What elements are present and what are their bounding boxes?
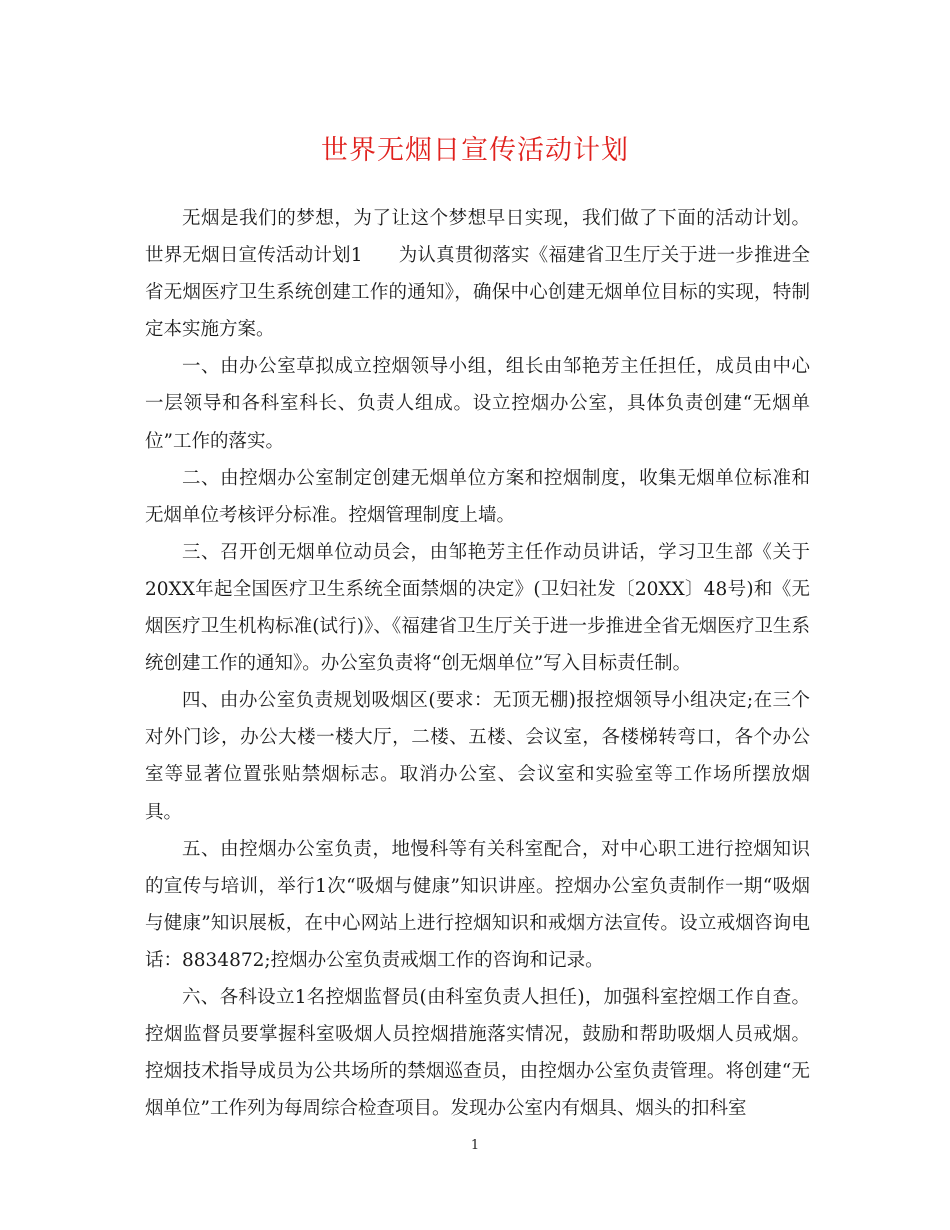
plan-text: 为认真贯彻落实《福建省卫生厅关于进一步推进全省无烟医疗卫生系统创建工作的通知》，确保中心创建无烟单位目标的实现，特制定本实施方案。 — [145, 245, 810, 341]
intro-paragraph — [145, 200, 810, 348]
paragraph-2: 二、由控烟办公室制定创建无烟单位方案和控烟制度，收集无烟单位标准和无烟单位考核评分标准。控烟管理制度上墙。 — [145, 467, 810, 526]
paragraph-4: 四、由办公室负责规划吸烟区(要求：无顶无棚)报控烟领导小组决定;在三个对外门诊，办公大楼一楼大厅，二楼、五楼、会议室，各楼梯转弯口，各个办公室等显著位置张贴禁烟标志。取消办公室、会议室和实验室等工作场所摆放烟具。 — [145, 690, 810, 823]
paragraph-3: 三、召开创无烟单位动员会，由邹艳芳主任作动员讲话，学习卫生部《关于20XX年起全国医疗卫生系统全面禁烟的决定》(卫妇社发〔20XX〕48号)和《无烟医疗卫生机构标准(试行)》、《福建省卫生厅关于进一步推进全省无烟医疗卫生系统创建工作的通知》。办公室负责将“创无烟单位”写入目标责任制。 — [145, 541, 810, 675]
paragraph-1: 一、由办公室草拟成立控烟领导小组，组长由邹艳芳主任担任，成员由中心一层领导和各科室科长、负责人组成。设立控烟办公室，具体负责创建“无烟单位”工作的落实。 — [145, 356, 810, 452]
document-title: 世界无烟日宣传活动计划 — [321, 135, 629, 166]
page-number: 1 — [470, 1138, 480, 1153]
paragraph-6: 六、各科设立1名控烟监督员(由科室负责人担任)，加强科室控烟工作自查。控烟监督员要掌握科室吸烟人员控烟措施落实情况，鼓励和帮助吸烟人员戒烟。控烟技术指导成员为公共场所的禁烟巡查员，由控烟办公室负责管理。将创建“无烟单位”工作列为每周综合检查项目。发现办公室内有烟具、烟头的扣科室 — [145, 986, 810, 1120]
plan-label: 世界无烟日宣传活动计划1 — [145, 245, 363, 267]
document-body — [145, 200, 810, 1127]
paragraph-5: 五、由控烟办公室负责，地慢科等有关科室配合，对中心职工进行控烟知识的宣传与培训，举行1次“吸烟与健康”知识讲座。控烟办公室负责制作一期“吸烟与健康”知识展板，在中心网站上进行控烟知识和戒烟方法宣传。设立戒烟咨询电话：8834872;控烟办公室负责戒烟工作的咨询和记录。 — [145, 838, 810, 971]
intro-line: 无烟是我们的梦想，为了让这个梦想早日实现，我们做了下面的活动计划。 — [182, 208, 810, 229]
